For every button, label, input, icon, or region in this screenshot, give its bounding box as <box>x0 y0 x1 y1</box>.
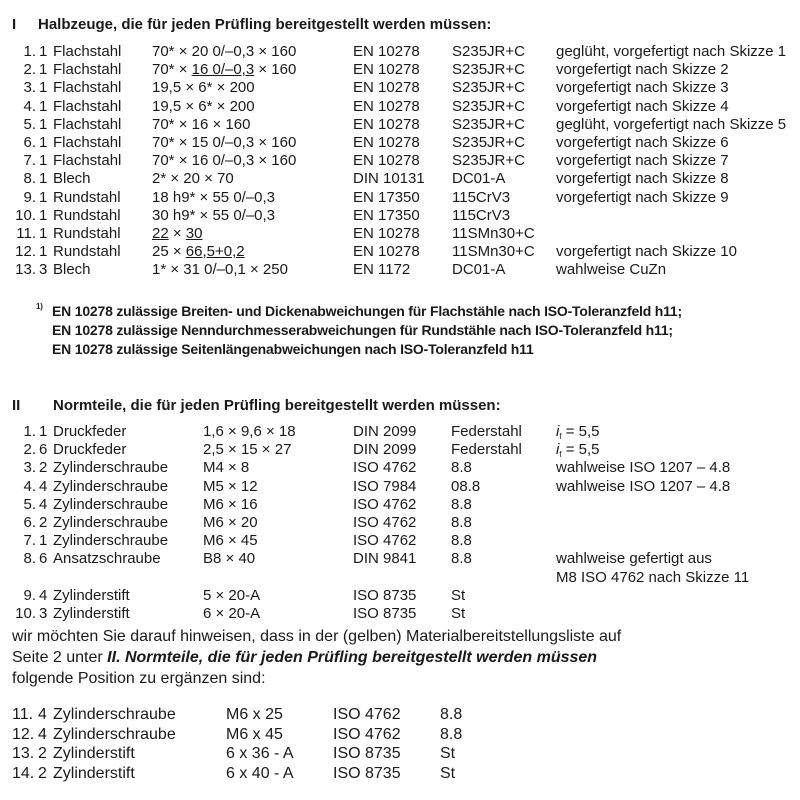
footnote-line: EN 10278 zulässige Seitenlängenabweichungen nach ISO-Toleranzfeld h11 <box>52 341 534 357</box>
material: 8.8 <box>440 706 463 723</box>
section-1-title: Halbzeuge, die für jeden Prüfling bereitgestellt werden müssen: <box>38 16 492 33</box>
part-name: Flachstahl <box>53 61 122 79</box>
dimensions: M4 × 8 <box>203 459 250 477</box>
position-number: 14. <box>12 764 35 782</box>
dimensions-pre: 19,5 × 6* × 200 <box>152 79 255 97</box>
dimensions <box>152 43 296 61</box>
remark <box>556 459 730 477</box>
material: S235JR+C <box>452 134 525 151</box>
norm: DIN 10131 <box>353 170 425 188</box>
dimensions-post: × <box>168 225 186 242</box>
dimensions-pre: 30 h9* × 55 0/–0,3 <box>152 206 276 224</box>
section-1-roman: I <box>12 16 17 33</box>
dimensions <box>152 116 250 134</box>
dimensions-pre: 70* × 16 0/–0,3 × 160 <box>152 152 297 170</box>
norm: ISO 4762 <box>333 725 401 743</box>
footnote-line: EN 10278 zulässige Breiten- und Dickenabweichungen für Flachstähle nach ISO-Toleranzfeld h11; <box>52 303 682 319</box>
dimensions <box>152 243 245 261</box>
variable-i: i <box>556 423 560 440</box>
norm: EN 10278 <box>353 115 420 133</box>
table-row <box>0 207 800 225</box>
table-row <box>0 441 800 459</box>
position-number: 9. <box>23 586 36 604</box>
quantity: 1 <box>39 79 48 97</box>
footnote-marker: 1) <box>36 302 43 311</box>
table-row <box>0 243 800 261</box>
table-row <box>0 43 800 61</box>
quantity: 1 <box>39 188 48 206</box>
quantity: 1 <box>39 43 48 60</box>
position-number: 13. <box>12 745 35 762</box>
quantity: 4 <box>39 586 48 604</box>
addition-row <box>0 726 800 744</box>
material: 11SMn30+C <box>452 243 535 261</box>
position-number: 12. <box>12 725 35 743</box>
remark: vorgefertigt nach Skizze 8 <box>556 170 729 188</box>
material: 8.8 <box>451 550 472 568</box>
dimensions: M6 × 20 <box>203 514 258 531</box>
quantity: 4 <box>39 477 48 495</box>
part-name: Rundstahl <box>53 206 121 224</box>
footnote <box>0 302 800 362</box>
material: 8.8 <box>451 532 472 550</box>
material: Federstahl <box>451 423 522 440</box>
quantity: 1 <box>39 532 48 550</box>
table-row <box>0 134 800 152</box>
dimensions <box>152 207 275 225</box>
quantity: 3 <box>39 261 48 279</box>
quantity: 4 <box>39 495 48 513</box>
remark-text: wahlweise ISO 1207 – 4.8 <box>556 477 731 495</box>
dimensions <box>152 261 288 279</box>
dimensions <box>152 225 202 243</box>
part-name: Zylinderstift <box>53 745 135 762</box>
material: S235JR+C <box>452 97 525 115</box>
material: 8.8 <box>451 495 472 513</box>
dimensions-underlined: 30 <box>185 225 203 242</box>
quantity: 2 <box>39 459 48 477</box>
norm: EN 10278 <box>353 61 420 79</box>
position-number: 2. <box>23 441 36 459</box>
part-name: Flachstahl <box>53 97 122 115</box>
table-row <box>0 459 800 477</box>
remark: vorgefertigt nach Skizze 2 <box>556 61 729 79</box>
remark-text: = 5,5 <box>561 423 600 440</box>
dimensions <box>152 189 275 207</box>
dimensions-underlined: 22 <box>152 225 169 242</box>
position-number: 9. <box>23 188 36 206</box>
table-row <box>0 587 800 605</box>
part-name: Druckfeder <box>53 441 127 459</box>
dimensions: M5 × 12 <box>203 477 258 495</box>
note-line-1: wir möchten Sie darauf hinweisen, dass in der (gelben) Materialbereitstellungsliste auf <box>12 628 622 645</box>
variable-subscript: f <box>559 432 562 441</box>
quantity: 2 <box>38 745 47 762</box>
position-number: 5. <box>23 495 36 513</box>
material: 8.8 <box>451 459 472 477</box>
dimensions-pre: 25 × <box>152 243 186 261</box>
table-row <box>0 152 800 170</box>
position-number: 5. <box>23 115 36 133</box>
norm: ISO 8735 <box>353 586 417 604</box>
material: St <box>440 764 456 782</box>
norm: ISO 4762 <box>353 459 417 477</box>
table-row <box>0 478 800 496</box>
remark-text: wahlweise ISO 1207 – 4.8 <box>556 459 731 477</box>
quantity: 1 <box>39 423 48 440</box>
dimensions: 2,5 × 15 × 27 <box>203 441 292 459</box>
quantity: 1 <box>39 115 48 133</box>
quantity: 6 <box>39 550 48 568</box>
position-number: 10. <box>15 605 36 622</box>
position-number: 12. <box>15 243 36 261</box>
position-number: 6. <box>23 134 36 151</box>
position-number: 13. <box>15 261 36 279</box>
norm: ISO 4762 <box>353 495 417 513</box>
part-name: Rundstahl <box>53 188 121 206</box>
part-name: Zylinderschraube <box>53 495 169 513</box>
dimensions-pre: 70* × 15 0/–0,3 × 160 <box>152 134 297 151</box>
remark-text: = 5,5 <box>561 441 600 459</box>
material: St <box>451 605 466 622</box>
norm: ISO 8735 <box>353 605 417 622</box>
norm: ISO 4762 <box>353 514 417 531</box>
part-name: Zylinderschraube <box>53 725 176 743</box>
table-row <box>0 61 800 79</box>
dimensions: B8 × 40 <box>203 550 256 568</box>
remark: geglüht, vorgefertigt nach Skizze 1 <box>556 43 787 60</box>
position-number: 1. <box>23 43 36 60</box>
quantity: 1 <box>39 243 48 261</box>
quantity: 1 <box>39 206 48 224</box>
material: DC01-A <box>452 170 506 188</box>
table-row <box>0 261 800 279</box>
material: St <box>440 745 456 762</box>
quantity: 1 <box>39 170 48 188</box>
norm: ISO 4762 <box>333 706 401 723</box>
norm: DIN 2099 <box>353 423 417 440</box>
part-name: Zylinderschraube <box>53 532 169 550</box>
dimensions: 6 x 36 - A <box>226 745 294 762</box>
quantity: 2 <box>39 514 48 531</box>
material: S235JR+C <box>452 152 525 170</box>
quantity: 1 <box>39 152 48 170</box>
addition-row <box>0 706 800 724</box>
note-line-2-text: Seite 2 unter <box>12 649 108 666</box>
position-number: 3. <box>23 459 36 477</box>
norm: EN 1172 <box>353 261 411 279</box>
dimensions-pre: 70* × <box>152 61 192 79</box>
table-row <box>0 532 800 550</box>
material: St <box>451 586 466 604</box>
norm: EN 17350 <box>353 188 420 206</box>
dimensions <box>152 134 296 152</box>
table-row <box>0 189 800 207</box>
table-row <box>0 79 800 97</box>
quantity: 1 <box>39 134 48 151</box>
table-row <box>0 116 800 134</box>
part-name: Zylinderstift <box>53 586 130 604</box>
material: S235JR+C <box>452 115 525 133</box>
dimensions: 6 × 20-A <box>203 605 261 622</box>
position-number: 10. <box>15 206 36 224</box>
remark: vorgefertigt nach Skizze 10 <box>556 243 737 261</box>
quantity: 3 <box>39 605 48 622</box>
quantity: 4 <box>38 725 47 743</box>
part-name: Zylinderschraube <box>53 706 176 723</box>
part-name: Zylinderschraube <box>53 459 169 477</box>
remark: vorgefertigt nach Skizze 9 <box>556 188 729 206</box>
norm: ISO 8735 <box>333 764 401 782</box>
position-number: 7. <box>23 532 36 550</box>
part-name: Flachstahl <box>53 152 122 170</box>
material: 8.8 <box>451 514 472 531</box>
remark: wahlweise CuZn <box>556 261 667 279</box>
position-number: 11. <box>12 706 34 723</box>
material: S235JR+C <box>452 43 525 60</box>
table-row-continuation <box>0 569 800 587</box>
dimensions-pre: 18 h9* × 55 0/–0,3 <box>152 188 276 206</box>
dimensions: 6 x 40 - A <box>226 764 294 782</box>
quantity: 1 <box>39 61 48 79</box>
position-number: 8. <box>23 170 36 188</box>
material: 8.8 <box>440 725 463 743</box>
dimensions: M6 × 16 <box>203 495 258 513</box>
remark-text: wahlweise gefertigt aus <box>556 550 712 568</box>
remark <box>556 550 712 568</box>
note-line-3: folgende Position zu ergänzen sind: <box>12 670 266 687</box>
material: 115CrV3 <box>452 188 511 206</box>
norm: ISO 7984 <box>353 477 417 495</box>
material: S235JR+C <box>452 79 525 97</box>
part-name: Blech <box>53 261 91 279</box>
table-row <box>0 514 800 532</box>
part-name: Flachstahl <box>53 134 122 151</box>
part-name: Druckfeder <box>53 423 127 440</box>
dimensions: 1,6 × 9,6 × 18 <box>203 423 296 440</box>
dimensions-pre: 19,5 × 6* × 200 <box>152 97 255 115</box>
norm: EN 10278 <box>353 134 420 151</box>
dimensions-pre: 70* × 16 × 160 <box>152 115 251 133</box>
dimensions <box>152 61 296 79</box>
part-name: Rundstahl <box>53 225 121 242</box>
variable-subscript: f <box>559 450 562 460</box>
norm: EN 17350 <box>353 206 420 224</box>
table-row <box>0 496 800 514</box>
dimensions-underlined: 16 0/–0,3 <box>191 61 255 79</box>
dimensions-pre: 2* × 20 × 70 <box>152 170 234 188</box>
position-number: 8. <box>23 550 36 568</box>
quantity: 4 <box>38 706 47 723</box>
dimensions: M6 × 45 <box>203 532 258 550</box>
dimensions <box>152 170 234 188</box>
dimensions <box>152 79 255 97</box>
dimensions-pre: 1* × 31 0/–0,1 × 250 <box>152 261 288 279</box>
norm: EN 10278 <box>353 43 420 60</box>
dimensions-pre: 70* × 20 0/–0,3 × 160 <box>152 43 297 60</box>
norm: EN 10278 <box>353 79 420 97</box>
norm: ISO 4762 <box>353 532 417 550</box>
remark: geglüht, vorgefertigt nach Skizze 5 <box>556 115 787 133</box>
part-name: Flachstahl <box>53 115 122 133</box>
norm: EN 10278 <box>353 243 420 261</box>
remark: vorgefertigt nach Skizze 6 <box>556 134 729 151</box>
position-number: 11. <box>16 225 36 242</box>
table-row <box>0 225 800 243</box>
quantity: 1 <box>39 97 48 115</box>
part-name: Zylinderschraube <box>53 514 169 531</box>
variable-i: i <box>556 441 560 459</box>
position-number: 4. <box>23 477 36 495</box>
addition-row <box>0 765 800 783</box>
addition-row <box>0 745 800 763</box>
position-number: 4. <box>23 97 36 115</box>
section-2-roman: II <box>12 397 21 414</box>
dimensions-post: × 160 <box>254 61 297 79</box>
position-number: 7. <box>23 152 36 170</box>
table-row <box>0 550 800 568</box>
note-line-2 <box>12 648 597 668</box>
table-row <box>0 605 800 623</box>
position-number: 1. <box>23 423 36 440</box>
norm: DIN 9841 <box>353 550 417 568</box>
material: DC01-A <box>452 261 506 279</box>
dimensions: M6 x 25 <box>226 706 283 723</box>
position-number: 3. <box>23 79 36 97</box>
dimensions: M6 x 45 <box>226 725 283 743</box>
table-row <box>0 423 800 441</box>
remark: vorgefertigt nach Skizze 3 <box>556 79 729 97</box>
position-number: 2. <box>23 61 36 79</box>
part-name: Flachstahl <box>53 43 122 60</box>
table-row <box>0 170 800 188</box>
part-name: Zylinderschraube <box>53 477 169 495</box>
section-2-title: Normteile, die für jeden Prüfling bereitgestellt werden müssen: <box>53 397 501 414</box>
remark-continuation: M8 ISO 4762 nach Skizze 11 <box>556 568 750 586</box>
material: S235JR+C <box>452 61 525 79</box>
part-name: Ansatzschraube <box>53 550 161 568</box>
remark <box>556 478 730 496</box>
remark: vorgefertigt nach Skizze 7 <box>556 152 729 170</box>
material: 115CrV3 <box>452 206 511 224</box>
norm: EN 10278 <box>353 97 420 115</box>
remark: vorgefertigt nach Skizze 4 <box>556 97 729 115</box>
table-row <box>0 98 800 116</box>
part-name: Zylinderstift <box>53 764 135 782</box>
norm: DIN 2099 <box>353 441 417 459</box>
note-emphasis: II. Normteile, die für jeden Prüfling bereitgestellt werden müssen <box>107 649 598 666</box>
norm: ISO 8735 <box>333 745 401 762</box>
material: Federstahl <box>451 441 522 459</box>
dimensions <box>152 152 296 170</box>
part-name: Rundstahl <box>53 243 121 261</box>
dimensions-underlined: 66,5+0,2 <box>185 243 245 261</box>
quantity: 1 <box>39 225 48 242</box>
norm: EN 10278 <box>353 225 420 242</box>
material: 08.8 <box>451 477 481 495</box>
dimensions: 5 × 20-A <box>203 586 261 604</box>
part-name: Flachstahl <box>53 79 122 97</box>
dimensions <box>152 98 255 116</box>
footnote-line: EN 10278 zulässige Nenndurchmesserabweichungen für Rundstähle nach ISO-Toleranzfeld h11; <box>52 322 673 338</box>
quantity: 2 <box>38 764 47 782</box>
position-number: 6. <box>23 514 36 531</box>
part-name: Blech <box>53 170 91 188</box>
quantity: 6 <box>39 441 48 459</box>
material: 11SMn30+C <box>452 225 535 242</box>
part-name: Zylinderstift <box>53 605 130 622</box>
norm: EN 10278 <box>353 152 420 170</box>
